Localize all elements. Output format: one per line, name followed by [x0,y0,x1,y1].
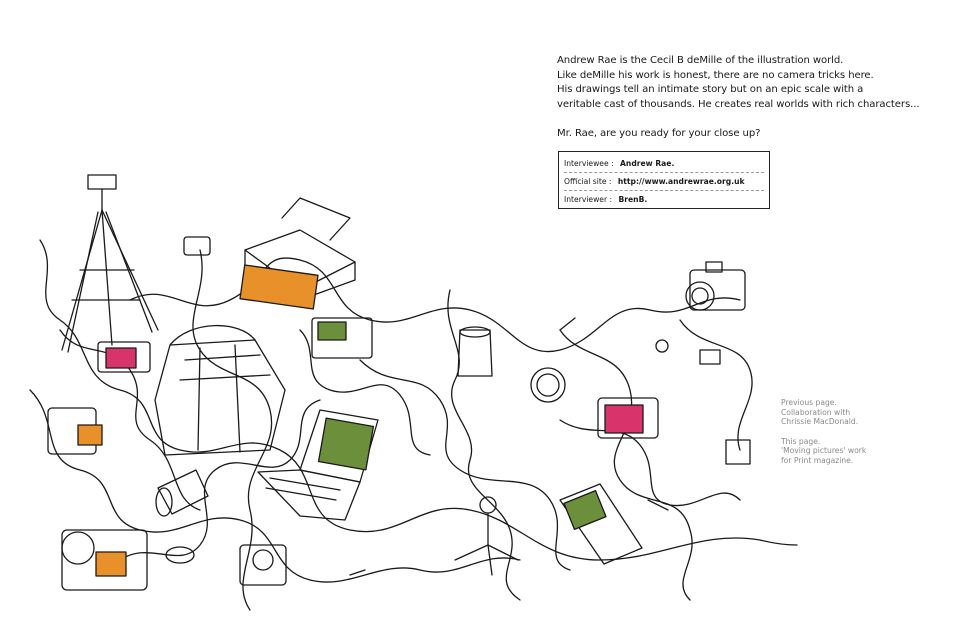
caption-this-1: This page. [781,436,821,446]
dslr-camera-bottom-icon [62,530,147,590]
mobile-phone-icon [560,484,642,564]
cable-12 [560,420,740,506]
interviewer-value: BrenB. [618,195,648,204]
cable-7 [120,400,320,560]
image-caption [781,398,951,466]
cable-6 [560,330,692,600]
intro-line-3: His drawings tell an intimate story but on an epic scale with a [557,84,864,96]
caption-this-2: 'Moving pictures' work [781,446,867,456]
official-site-row [564,173,764,191]
camcorder-icon [48,408,102,454]
intro-line-1: Andrew Rae is the Cecil B deMille of the illustration world. [557,55,844,66]
interview-info-box [558,151,770,209]
intro-line-4: veritable cast of thousands. He creates real worlds with rich characters... [557,98,920,110]
interviewee-value: Andrew Rae. [620,159,675,168]
caption-previous-2: Collaboration with [781,407,851,417]
camera-bag-icon [155,326,285,455]
caption-previous-3: Chrissie MacDonald. [781,417,859,427]
dslr-camera-icon [686,262,745,310]
interviewer-label: Interviewer : [564,195,615,204]
official-site-link[interactable]: http://www.andrewrae.org.uk [617,177,745,186]
cable-1 [40,240,797,560]
intro-line-2: Like deMille his work is honest, there are no camera tricks here. [557,69,874,81]
interviewee-label: Interviewee : [564,159,617,168]
cable-5 [193,250,272,610]
cable-9 [680,320,752,450]
official-site-label: Official site : [564,177,614,186]
cable-2 [130,258,740,352]
ring-flash-icon [531,340,668,402]
caption-this-3: for Print magazine. [781,455,854,465]
intro-question: Mr. Rae, are you ready for your close up? [557,127,761,139]
intro-text [557,54,952,142]
interviewer-row [564,191,764,208]
tripod-icon [62,175,158,352]
interviewee-row [564,155,764,173]
caption-previous-1: Previous page. [781,398,837,407]
